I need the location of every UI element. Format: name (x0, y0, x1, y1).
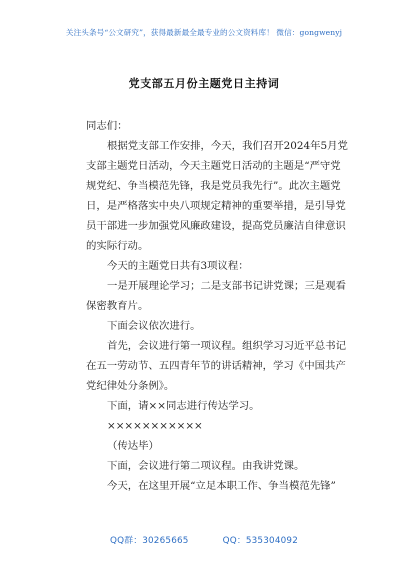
body-line: 一是开展理论学习；二是支部书记讲党课；三是观看 (107, 280, 346, 292)
body-line: 日，是严格落实中央八项规定精神的重要举措，是引导党 (86, 200, 346, 212)
qq-group-number: 30265665 (142, 536, 189, 546)
body-line: 根据党支部工作安排，今天，我们召开2024年5月党 (107, 140, 348, 152)
header-notice: 关注头条号“公文研究”，获得最新最全最专业的公文资料库！ 微信：gongwenyj (65, 28, 343, 37)
body-line: 员干部进一步加强党风廉政建设，提高党员廉洁自律意识 (86, 220, 346, 232)
body-line: 下面，请××同志进行传达学习。 (107, 400, 260, 412)
qq-group-label: QQ群： (109, 536, 143, 546)
body-line: 保密教育片。 (86, 300, 149, 312)
body-line: （传达毕） (107, 440, 159, 452)
body-line: 下面，会议进行第二项议程。由我讲党课。 (107, 460, 305, 472)
body-line: 规党纪、争当模范先锋，我是党员我先行”。此次主题党 (86, 180, 341, 192)
body-line: 首先，会议进行第一项议程。组织学习习近平总书记 (107, 340, 346, 352)
document-body (86, 116, 348, 496)
body-line: 党纪律处分条例》。 (86, 380, 175, 392)
body-line: 下面会议依次进行。 (107, 320, 201, 332)
body-line: ××××××××××× (107, 420, 203, 432)
body-line: 的实际行动。 (86, 240, 149, 252)
document-title: 党支部五月份主题党日主持词 (128, 77, 280, 90)
body-line: 支部主题党日活动，今天主题党日活动的主题是“严守党 (86, 160, 341, 172)
body-line: 今天，在这里开展“立足本职工作、争当模范先锋” (107, 480, 336, 492)
qq-label: QQ： (222, 536, 246, 546)
footer-contact (0, 533, 408, 546)
qq-number: 535304092 (245, 536, 299, 546)
body-line: 在五一劳动节、五四青年节的讲话精神，学习《中国共产 (86, 360, 346, 372)
salutation-line: 同志们： (86, 120, 128, 132)
body-line: 今天的主题党日共有3项议程： (107, 260, 249, 272)
